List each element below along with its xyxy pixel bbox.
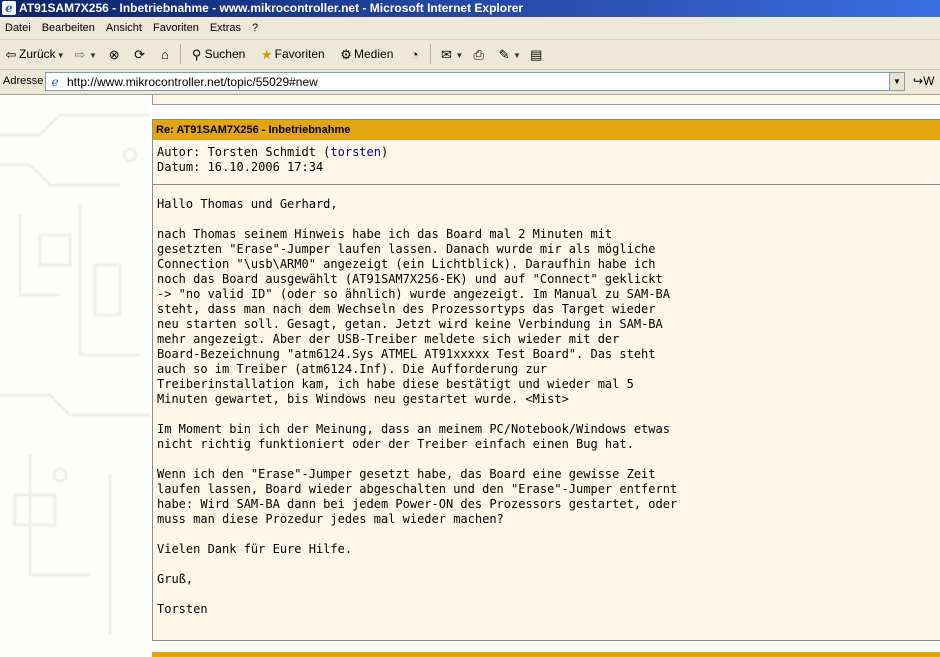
forward-dropdown-icon[interactable]: ▼ — [88, 51, 97, 60]
internet-explorer-icon: e — [2, 1, 16, 15]
media-icon: ⚙ — [340, 46, 352, 62]
address-url[interactable]: http://www.mikrocontroller.net/topic/55029#new — [67, 75, 318, 89]
back-arrow-icon: ⇦ — [5, 46, 17, 62]
history-icon[interactable]: ◔ — [410, 46, 419, 62]
menu-favoriten[interactable]: Favoriten — [152, 22, 199, 34]
search-label: Suchen — [204, 47, 246, 61]
go-button[interactable] — [913, 74, 934, 88]
standard-toolbar — [0, 40, 940, 70]
window-title: AT91SAM7X256 - Inbetriebnahme - www.mikrocontroller.net - Microsoft Internet Explorer — [19, 1, 524, 15]
left-background-pattern — [0, 95, 150, 657]
address-label: Adresse — [3, 75, 44, 87]
forward-arrow-icon: ⇨ — [74, 46, 86, 62]
address-dropdown-icon[interactable]: ▼ — [889, 72, 905, 91]
post-author — [157, 145, 940, 160]
post-meta — [153, 140, 940, 184]
home-icon[interactable]: ⌂ — [160, 46, 169, 62]
discuss-icon[interactable]: ▤ — [530, 46, 543, 62]
toolbar-separator — [180, 44, 181, 64]
mail-dropdown-icon[interactable]: ▼ — [455, 51, 464, 60]
page-content — [0, 95, 940, 657]
toolbar-separator — [430, 44, 431, 64]
search-button[interactable] — [189, 40, 246, 69]
edit-dropdown-icon[interactable]: ▼ — [513, 51, 521, 60]
menu-bearbeiten[interactable]: Bearbeiten — [41, 22, 95, 34]
search-icon: ⚲ — [191, 46, 202, 62]
back-button[interactable] — [3, 40, 69, 70]
media-button[interactable] — [338, 40, 393, 69]
stop-icon[interactable]: ⊗ — [108, 46, 120, 62]
address-bar — [0, 70, 940, 95]
post-date: Datum: 16.10.2006 17:34 — [157, 160, 324, 174]
post-author-prefix: Autor: Torsten Schmidt ( — [157, 145, 331, 159]
forum-post — [152, 119, 940, 641]
post-title: Re: AT91SAM7X256 - Inbetriebnahme — [153, 120, 940, 140]
menu-extras[interactable]: Extras — [209, 22, 242, 34]
menu-bar — [0, 17, 940, 40]
favorites-star-icon: ★ — [260, 46, 273, 62]
author-link[interactable]: torsten — [330, 145, 381, 159]
mail-icon: ✉ — [440, 46, 452, 62]
menu-datei[interactable]: Datei — [5, 22, 31, 34]
favorites-label: Favoriten — [274, 47, 325, 61]
next-post-header-edge — [152, 652, 940, 657]
previous-post-box — [152, 95, 940, 105]
post-body: Hallo Thomas und Gerhard, nach Thomas seinem Hinweis habe ich das Board mal 2 Minuten mit gesetzten "Erase"-Jumper laufen lassen. Danach wurde mir als mögliche Connection "\usb\ARM0" angezeigt (ein Lichtblick). Daraufhin habe ich noch das Board ausgewählt (AT91SAM7X256-EK) und auf "Connect" geklickt -> "no valid ID" (oder so ähnlich) wurde angezeigt. Im Manual zu SAM-BA steht, dass man nach dem Wechseln des Prozessortyps das Target wieder neu starten soll. Gesagt, getan. Jetzt wird keine Verbindung in SAM-BA mehr angezeigt. Aber der USB-Treiber meldete sich wieder mit der Board-Bezeichnung "atm6124.Sys ATMEL AT91xxxxx Test Board". Das steht auch so im Treiber (atm6124.Inf). Die Aufforderung zur Treiberinstallation kam, ich habe diese bestätigt und wieder mal 5 Minuten gewartet, bis Windows neu gestartet wurde. <Mist> Im Moment bin ich der Meinung, dass an meinem PC/Notebook/Windows etwas nicht richtig funktioniert oder der Treiber einfach einen Bug hat. Wenn ich den "Erase"-Jumper gesetzt habe, das Board eine gewisse Zeit laufen lassen, Board wieder abgeschalten und den "Erase"-Jumper entfernt habe: Wird SAM-BA dann bei jedem Power-ON des Prozessors gestartet, oder muss man diese Prozedur jedes mal wieder machen? Vielen Dank für Eure Hilfe. Gruß, Torsten — [157, 197, 678, 616]
go-arrow-icon: ↪ — [913, 74, 924, 88]
print-icon[interactable]: ⎙ — [473, 46, 484, 62]
address-input[interactable] — [45, 72, 905, 91]
edit-icon: ✎ — [498, 46, 510, 62]
back-label: Zurück — [19, 47, 56, 61]
menu-help[interactable]: ? — [252, 22, 259, 34]
media-label: Medien — [354, 47, 394, 61]
forward-button[interactable] — [72, 40, 101, 70]
menu-ansicht[interactable]: Ansicht — [105, 22, 142, 34]
back-dropdown-icon[interactable]: ▼ — [56, 51, 65, 60]
favorites-button[interactable] — [259, 40, 325, 69]
refresh-icon[interactable]: ⟳ — [134, 46, 146, 62]
edit-button[interactable] — [496, 40, 525, 70]
page-icon: e — [51, 75, 59, 89]
post-author-suffix: ) — [380, 145, 389, 159]
go-label: W — [923, 74, 935, 88]
mail-button[interactable] — [438, 40, 467, 70]
window-titlebar — [0, 0, 940, 17]
